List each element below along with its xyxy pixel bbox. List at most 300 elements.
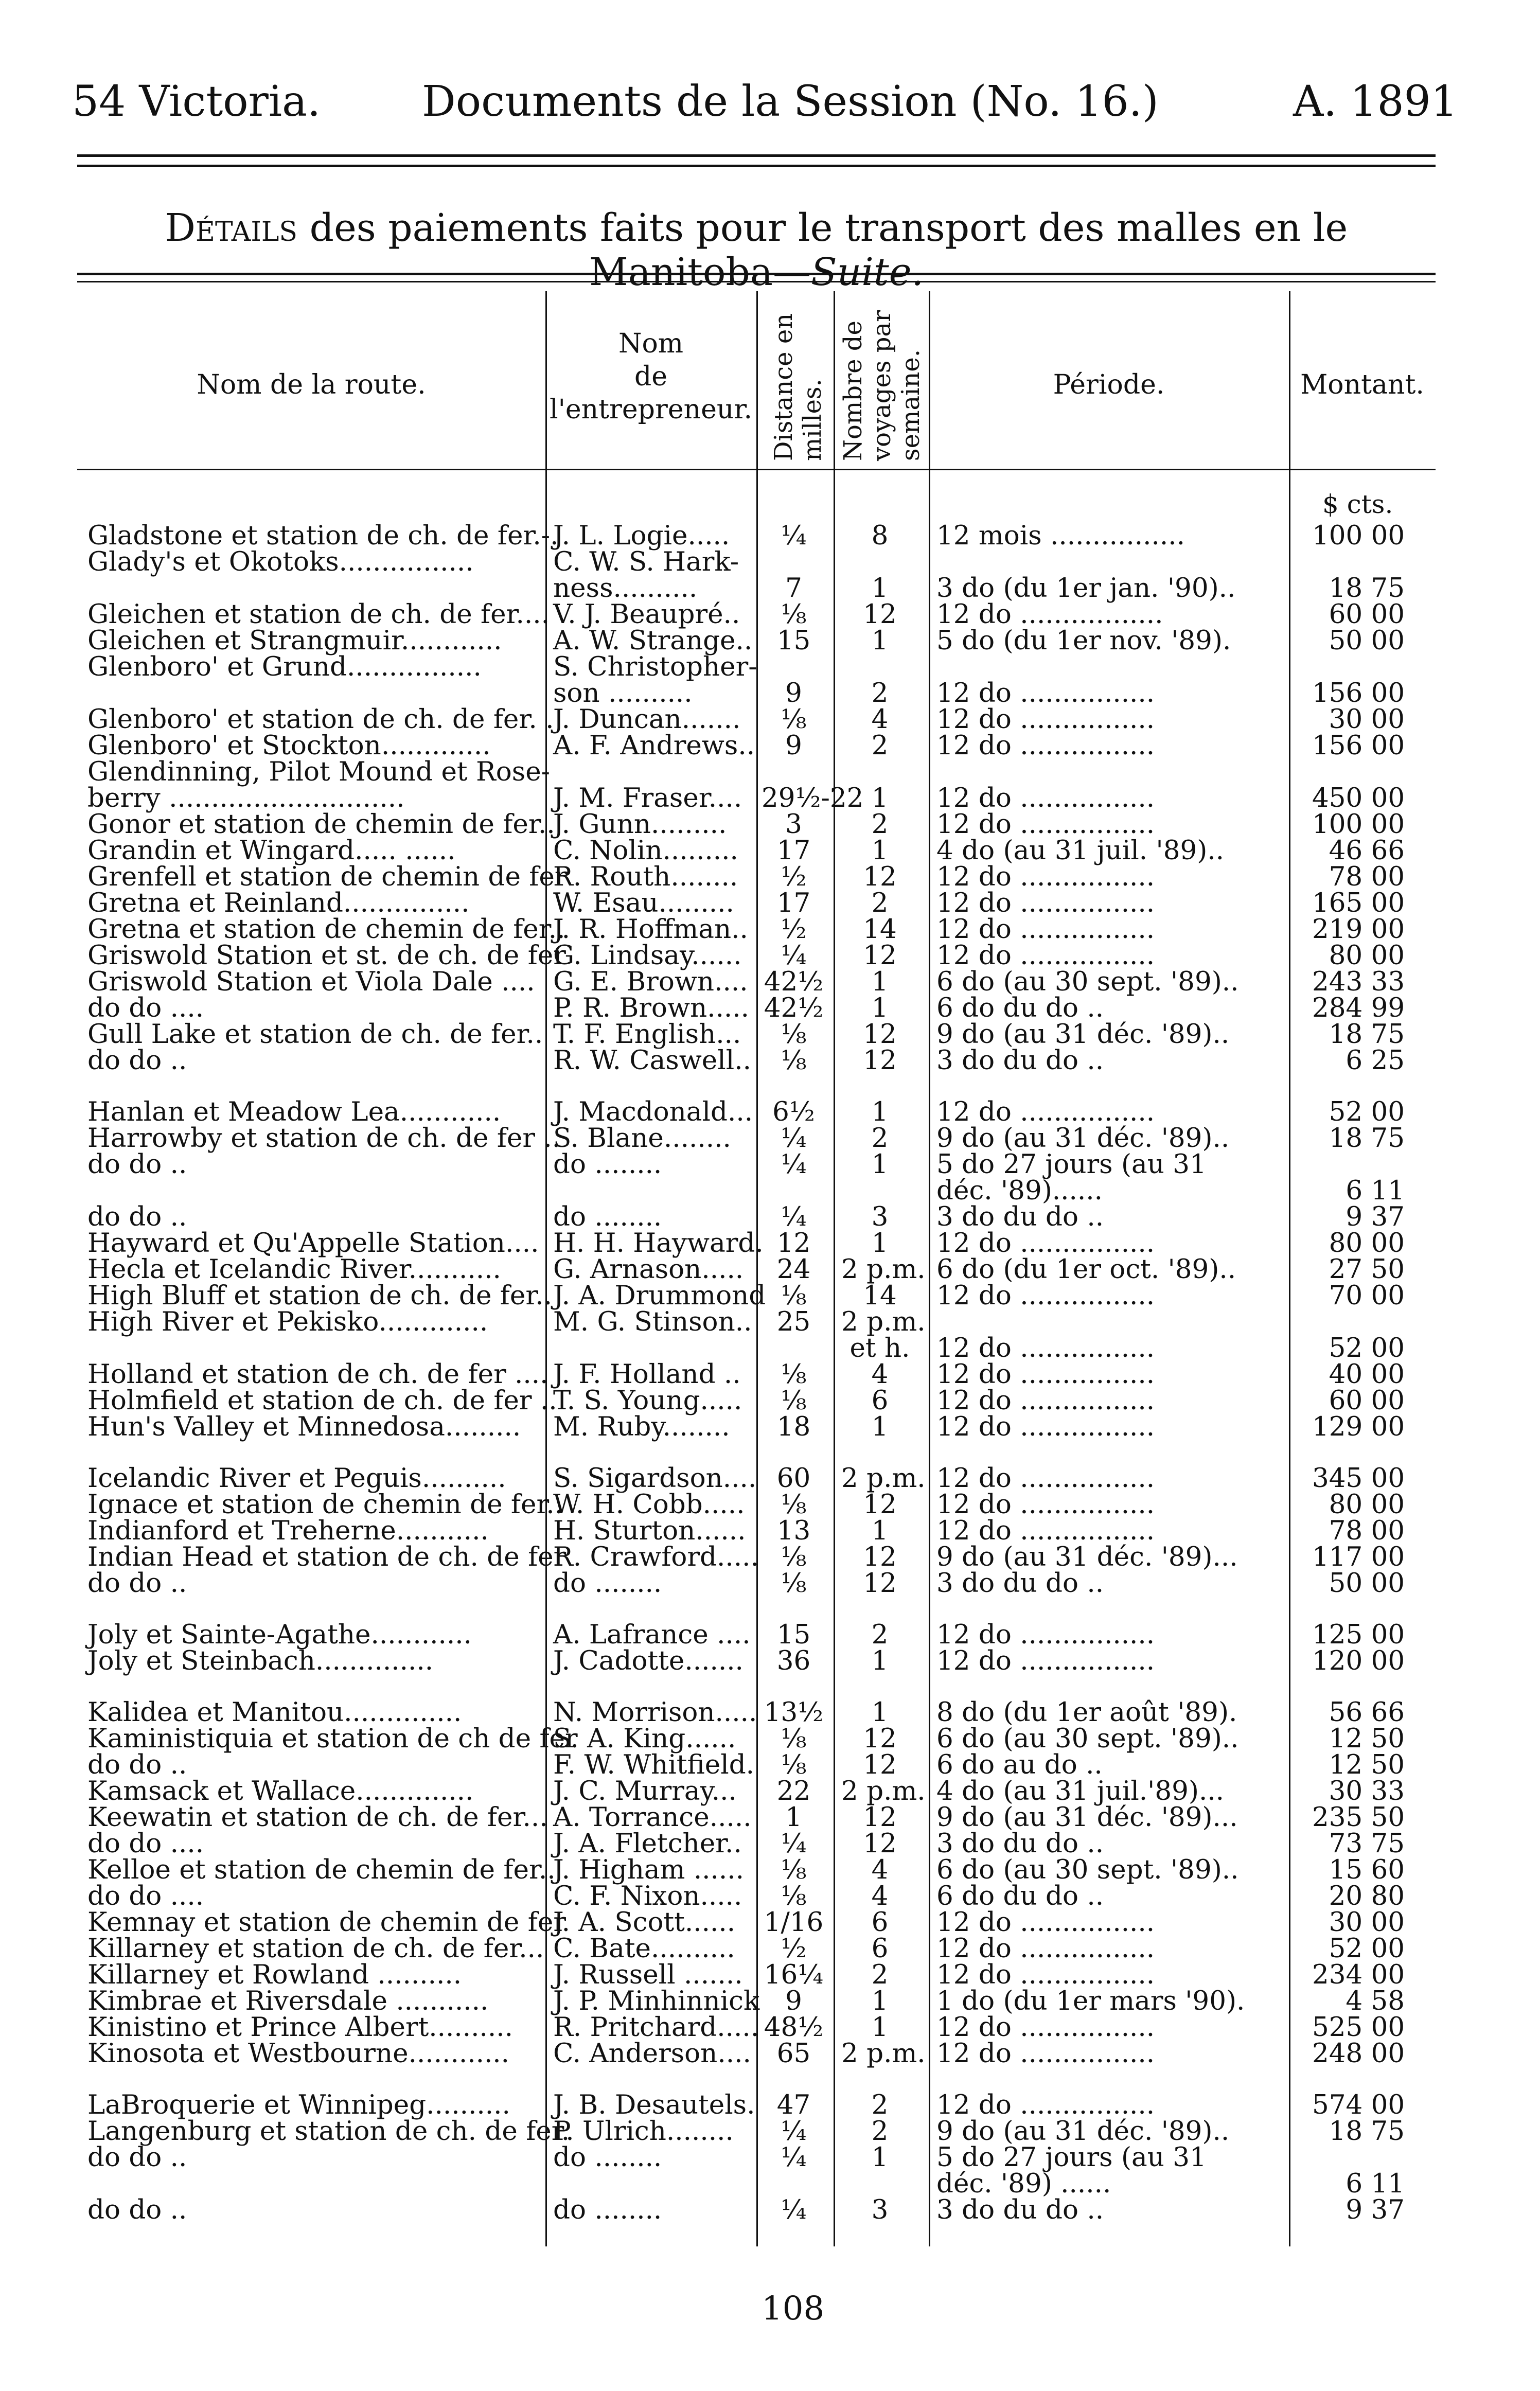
cell-entrepreneur: do ........ [553, 1568, 662, 1599]
cell-montant: 78 00 [1329, 861, 1405, 892]
cell-entrepreneur: do ........ [553, 1149, 662, 1180]
table-row [77, 1465, 1436, 1492]
cell-voyages: 2 p.m. [841, 1776, 926, 1806]
cell-voyages: 12 [863, 1045, 897, 1076]
cell-voyages: 12 [863, 1568, 897, 1599]
cell-distance: ¼ [781, 940, 807, 971]
cell-voyages: 2 p.m. [841, 2038, 926, 2069]
cell-periode: 12 do ................ [936, 1280, 1155, 1311]
cell-entrepreneur: J. B. Desautels. [553, 2089, 755, 2120]
cell-distance: 42½ [764, 966, 824, 997]
cell-voyages: 12 [863, 1019, 897, 1050]
table-row [77, 756, 1436, 787]
cell-periode: déc. '89) ...... [936, 2168, 1111, 2199]
unit-label: $ cts. [1322, 489, 1393, 519]
cell-distance: 25 [776, 1306, 811, 1337]
cell-route-name: Gleichen et Strangmuir............ [87, 625, 502, 656]
cell-periode: 12 do ................ [936, 1645, 1155, 1676]
cell-entrepreneur: A. W. Strange.. [553, 625, 753, 656]
cell-montant: 52 00 [1329, 1333, 1405, 1363]
cell-distance: 17 [776, 888, 811, 918]
cell-montant: 52 00 [1329, 1096, 1405, 1127]
cell-route-name: Kaministiquia et station de ch de fer [87, 1723, 578, 1754]
cell-montant: 30 33 [1329, 1776, 1405, 1806]
table-row [77, 1804, 1436, 1831]
cell-entrepreneur: J. Macdonald... [553, 1096, 753, 1127]
table-row [77, 730, 1436, 761]
cell-distance: 36 [776, 1645, 811, 1676]
cell-voyages: 4 [871, 1881, 889, 1911]
table-row [77, 1959, 1436, 1990]
cell-distance: 15 [776, 1619, 811, 1650]
cell-route-name: Grenfell et station de chemin de fer [87, 861, 568, 892]
cell-route-name: Indian Head et station de ch. de fer [87, 1542, 567, 1572]
cell-route-name: Grandin et Wingard..... ...... [87, 835, 456, 866]
cell-route-name: Gladstone et station de ch. de fer.-. [87, 520, 559, 551]
cell-route-name: Griswold Station et Viola Dale .... [87, 966, 535, 997]
col-head-periode: Période. [1053, 369, 1165, 400]
table-row [77, 2118, 1436, 2145]
cell-entrepreneur: M. G. Stinson.. [553, 1306, 752, 1337]
cell-distance: 15 [776, 625, 811, 656]
cell-voyages: 1 [871, 1411, 889, 1442]
cell-distance: ¼ [781, 1123, 807, 1154]
table-row [77, 1515, 1436, 1546]
table-row [77, 1645, 1436, 1699]
cell-route-name: do do .. [87, 2194, 187, 2225]
table-row [77, 995, 1436, 1021]
cell-entrepreneur: do ........ [553, 2194, 662, 2225]
table-row [77, 1045, 1436, 1099]
table-row [77, 811, 1436, 838]
cell-distance: 22 [776, 1776, 811, 1806]
cell-voyages: 14 [863, 914, 897, 945]
cell-voyages: 1 [871, 625, 889, 656]
table-row [77, 1021, 1436, 1048]
cell-route-name: Hecla et Icelandic River........... [87, 1254, 501, 1285]
cell-montant: 18 75 [1329, 1019, 1405, 1050]
cell-voyages: 2 [871, 2116, 889, 2147]
header-rule-bottom [77, 165, 1436, 167]
table-row [77, 890, 1436, 916]
cell-periode: 9 do (au 31 déc. '89)... [936, 1542, 1238, 1572]
cell-voyages: 2 [871, 888, 889, 918]
col-head-voyages-line2: voyages par [868, 310, 896, 461]
cell-montant: 125 00 [1312, 1619, 1405, 1650]
cell-distance: 9 [785, 730, 802, 761]
cell-montant: 70 00 [1329, 1280, 1405, 1311]
cell-route-name: do do .. [87, 1568, 187, 1599]
cell-route-name: Kimbrae et Riversdale ........... [87, 1986, 489, 2016]
cell-periode: 12 do ................ [936, 1411, 1155, 1442]
cell-route-name: Holmfield et station de ch. de fer .. [87, 1385, 557, 1416]
cell-voyages: 1 [871, 1986, 889, 2016]
cell-montant: 235 50 [1312, 1802, 1405, 1833]
cell-montant: 50 00 [1329, 1568, 1405, 1599]
cell-periode: 12 do ................ [936, 678, 1155, 709]
cell-entrepreneur: A. Lafrance .... [553, 1619, 751, 1650]
cell-periode: 12 do ................ [936, 940, 1155, 971]
cell-entrepreneur: J. F. Holland .. [553, 1359, 741, 1390]
table-row [77, 678, 1436, 709]
cell-voyages: 2 p.m. [841, 1306, 926, 1337]
table-row [77, 625, 1436, 656]
cell-entrepreneur: C. Anderson.... [553, 2038, 751, 2069]
cell-montant: 100 00 [1312, 520, 1405, 551]
table-row [77, 2014, 1436, 2041]
cell-montant: 117 00 [1312, 1542, 1405, 1572]
cell-entrepreneur: J. A. Drummond [553, 1280, 766, 1311]
cell-distance: ⅛ [781, 1280, 807, 1311]
cell-entrepreneur: C. F. Nixon..... [553, 1881, 742, 1911]
cell-voyages: 14 [863, 1280, 897, 1311]
cell-montant: 574 00 [1312, 2089, 1405, 2120]
cell-route-name: Gull Lake et station de ch. de fer.. [87, 1019, 543, 1050]
cell-voyages: 2 p.m. [841, 1463, 926, 1494]
cell-route-name: Glenboro' et Stockton............. [87, 730, 491, 761]
cell-route-name: do do .... [87, 1881, 204, 1911]
cell-entrepreneur: P. Ulrich........ [553, 2116, 734, 2147]
cell-voyages: 12 [863, 1542, 897, 1572]
cell-voyages: 12 [863, 1828, 897, 1859]
table-row [77, 1749, 1436, 1780]
col-head-voyages [839, 310, 925, 461]
title-suite: Suite. [810, 250, 924, 294]
cell-voyages: 8 [871, 520, 889, 551]
cell-periode: 9 do (au 31 déc. '89).. [936, 2116, 1230, 2147]
cell-distance: 7 [785, 573, 802, 604]
cell-voyages: 1 [871, 966, 889, 997]
table-row [77, 966, 1436, 997]
cell-entrepreneur: S. A. King...... [553, 1723, 736, 1754]
cell-route-name: do do .. [87, 1749, 187, 1780]
cell-periode: 12 do ................ [936, 2089, 1155, 2120]
cell-distance: ⅛ [781, 1881, 807, 1911]
cell-distance: ⅛ [781, 1359, 807, 1390]
cell-entrepreneur: R. Crawford..... [553, 1542, 759, 1572]
cell-montant: 80 00 [1329, 1489, 1405, 1520]
cell-periode: 3 do du do .. [936, 1828, 1104, 1859]
table-row [77, 785, 1436, 811]
table-row [77, 1096, 1436, 1127]
cell-periode: 3 do (du 1er jan. '90).. [936, 573, 1236, 604]
cell-distance: 16¼ [764, 1959, 824, 1990]
cell-distance: ¼ [781, 1201, 807, 1232]
cell-entrepreneur: P. R. Brown..... [553, 993, 750, 1023]
cell-voyages: 1 [871, 2012, 889, 2043]
cell-distance: ¼ [781, 2142, 807, 2173]
cell-montant: 20 80 [1329, 1881, 1405, 1911]
cell-route-name: Killarney et Rowland .......... [87, 1959, 462, 1990]
cell-distance: 48½ [764, 2012, 824, 2043]
cell-entrepreneur: R. W. Caswell.. [553, 1045, 751, 1076]
cell-periode: 12 do ................ [936, 861, 1155, 892]
cell-periode: 6 do (au 30 sept. '89).. [936, 966, 1239, 997]
cell-entrepreneur: J. Cadotte....... [553, 1645, 744, 1676]
cell-voyages: 12 [863, 1749, 897, 1780]
cell-entrepreneur: J. A. Fletcher.. [553, 1828, 742, 1859]
cell-periode: 12 do ................ [936, 1228, 1155, 1259]
cell-route-name: Indianford et Treherne........... [87, 1515, 489, 1546]
cell-periode: 9 do (au 31 déc. '89)... [936, 1802, 1238, 1833]
cell-periode: 4 do (au 31 juil. '89).. [936, 835, 1225, 866]
cell-route-name: Holland et station de ch. de fer .... [87, 1359, 548, 1390]
table-row [77, 1335, 1436, 1361]
cell-periode: 12 do ................ [936, 1385, 1155, 1416]
cell-route-name: Keewatin et station de ch. de fer... [87, 1802, 548, 1833]
cell-route-name: Gretna et station de chemin de fer.. [87, 914, 565, 945]
cell-entrepreneur: J. P. Minhinnick [553, 1986, 760, 2016]
cell-distance: ¼ [781, 1149, 807, 1180]
cell-distance: ⅛ [781, 599, 807, 630]
cell-distance: ⅛ [781, 1568, 807, 1599]
cell-montant: 450 00 [1312, 783, 1405, 813]
header-left: 54 Victoria. [72, 77, 321, 126]
cell-entrepreneur: son .......... [553, 678, 693, 709]
title-rest: des paiements faits pour le transport des malles en le Manitoba— [297, 206, 1348, 294]
cell-montant: 78 00 [1329, 1515, 1405, 1546]
cell-route-name: Langenburg et station de ch. de fer. [87, 2116, 570, 2147]
cell-voyages: 1 [871, 993, 889, 1023]
table-row [77, 706, 1436, 733]
table-row [77, 1149, 1436, 1180]
cell-periode: 6 do au do .. [936, 1749, 1103, 1780]
table-row [77, 835, 1436, 866]
cell-voyages: et h. [849, 1333, 910, 1363]
table-row [77, 1909, 1436, 1936]
cell-entrepreneur: W. Esau......... [553, 888, 734, 918]
cell-entrepreneur: C. W. S. Hark- [553, 546, 739, 577]
cell-distance: 6½ [772, 1096, 815, 1127]
col-head-distance [769, 313, 827, 461]
cell-periode: 12 do ................ [936, 2012, 1155, 2043]
col-head-distance-line2: milles. [798, 379, 827, 461]
table-row [77, 940, 1436, 971]
cell-periode: 12 do ................ [936, 1959, 1155, 1990]
table-row [77, 1201, 1436, 1232]
cell-entrepreneur: G. Lindsay...... [553, 940, 742, 971]
cell-montant: 156 00 [1312, 678, 1405, 709]
col-head-distance-line1: Distance en [769, 313, 798, 461]
header-bottom-rule [77, 469, 1436, 470]
cell-entrepreneur: T. S. Young..... [553, 1385, 742, 1416]
cell-periode: 12 do ................. [936, 599, 1163, 630]
cell-periode: 12 do ................ [936, 2038, 1155, 2069]
cell-route-name: Glenboro' et station de ch. de fer. . [87, 704, 554, 735]
table-row [77, 651, 1436, 682]
cell-distance: 1 [785, 1802, 802, 1833]
cell-voyages: 6 [871, 1933, 889, 1964]
cell-montant: 18 75 [1329, 2116, 1405, 2147]
cell-entrepreneur: N. Morrison..... [553, 1697, 757, 1728]
cell-route-name: High Bluff et station de ch. de fer.. [87, 1280, 553, 1311]
cell-distance: ¼ [781, 520, 807, 551]
cell-voyages: 2 p.m. [841, 1254, 926, 1285]
cell-voyages: 2 [871, 1123, 889, 1154]
cell-route-name: do do .. [87, 1201, 187, 1232]
table-row [77, 1544, 1436, 1570]
table-rule-top [77, 273, 1436, 275]
cell-distance: 9 [785, 1986, 802, 2016]
cell-route-name: Glenboro' et Grund................ [87, 651, 482, 682]
cell-periode: 9 do (au 31 déc. '89).. [936, 1019, 1230, 1050]
cell-entrepreneur: ness.......... [553, 573, 698, 604]
cell-route-name: do do .. [87, 1045, 187, 1076]
cell-periode: 3 do du do .. [936, 2194, 1104, 2225]
cell-montant: 9 37 [1346, 2194, 1405, 2225]
cell-voyages: 2 [871, 809, 889, 840]
cell-periode: 12 do ................ [936, 914, 1155, 945]
cell-route-name: do do .... [87, 993, 204, 1023]
table-row [77, 2168, 1436, 2199]
cell-voyages: 1 [871, 835, 889, 866]
cell-distance: ½ [781, 1933, 807, 1964]
cell-periode: 6 do (du 1er oct. '89).. [936, 1254, 1236, 1285]
cell-distance: 24 [776, 1254, 811, 1285]
cell-route-name: Hayward et Qu'Appelle Station.... [87, 1228, 539, 1259]
page-number: 108 [762, 2290, 825, 2328]
cell-entrepreneur: J. A. Scott...... [553, 1907, 736, 1938]
cell-periode: déc. '89)...... [936, 1175, 1103, 1206]
cell-route-name: Kinistino et Prince Albert.......... [87, 2012, 513, 2043]
table-rule-top-thin [77, 281, 1436, 282]
cell-route-name: LaBroquerie et Winnipeg.......... [87, 2089, 510, 2120]
cell-route-name: Joly et Sainte-Agathe............ [87, 1619, 472, 1650]
cell-montant: 525 00 [1312, 2012, 1405, 2043]
table-row [77, 601, 1436, 628]
cell-periode: 5 do (du 1er nov. '89). [936, 625, 1231, 656]
table-row [77, 1489, 1436, 1520]
cell-entrepreneur: G. E. Brown.... [553, 966, 748, 997]
table-row [77, 1933, 1436, 1964]
col-head-route: Nom de la route. [197, 369, 426, 400]
cell-entrepreneur: do ........ [553, 2142, 662, 2173]
cell-distance: 1/16 [764, 1907, 824, 1938]
table-body [77, 520, 1436, 2225]
cell-distance: 29½-22 [762, 783, 864, 813]
cell-entrepreneur: T. F. English... [553, 1019, 741, 1050]
cell-periode: 12 do ................ [936, 1359, 1155, 1390]
cell-montant: 80 00 [1329, 1228, 1405, 1259]
header-rule-top [77, 154, 1436, 157]
cell-periode: 12 mois ................ [936, 520, 1185, 551]
cell-montant: 345 00 [1312, 1463, 1405, 1494]
cell-periode: 12 do ................ [936, 1489, 1155, 1520]
cell-distance: 13 [776, 1515, 811, 1546]
cell-montant: 50 00 [1329, 625, 1405, 656]
cell-distance: ½ [781, 914, 807, 945]
cell-periode: 12 do ................ [936, 809, 1155, 840]
cell-voyages: 3 [871, 1201, 889, 1232]
cell-route-name: Joly et Steinbach.............. [87, 1645, 434, 1676]
cell-voyages: 12 [863, 940, 897, 971]
cell-voyages: 2 [871, 730, 889, 761]
cell-periode: 5 do 27 jours (au 31 [936, 1149, 1207, 1180]
cell-entrepreneur: J. L. Logie..... [553, 520, 730, 551]
cell-entrepreneur: A. F. Andrews.. [553, 730, 755, 761]
cell-distance: 47 [776, 2089, 811, 2120]
cell-voyages: 2 [871, 1619, 889, 1650]
cell-route-name: do do .. [87, 2142, 187, 2173]
table-row [77, 2194, 1436, 2225]
table-row [77, 1570, 1436, 1622]
cell-entrepreneur: J. Higham ...... [553, 1854, 745, 1885]
cell-periode: 3 do du do .. [936, 1201, 1104, 1232]
col-head-voyages-line1: Nombre de [839, 321, 868, 461]
cell-voyages: 3 [871, 2194, 889, 2225]
cell-distance: ¼ [781, 2194, 807, 2225]
cell-route-name: Gonor et station de chemin de fer.. [87, 809, 555, 840]
cell-periode: 3 do du do .. [936, 1568, 1104, 1599]
cell-periode: 1 do (du 1er mars '90). [936, 1986, 1245, 2016]
cell-route-name: Glady's et Okotoks................ [87, 546, 474, 577]
cell-route-name: do do .... [87, 1828, 204, 1859]
cell-route-name: Kinosota et Westbourne............ [87, 2038, 510, 2069]
cell-voyages: 1 [871, 1228, 889, 1259]
cell-montant: 6 25 [1346, 1045, 1405, 1076]
cell-montant: 284 99 [1312, 993, 1405, 1023]
cell-voyages: 4 [871, 1359, 889, 1390]
cell-entrepreneur: W. H. Cobb..... [553, 1489, 745, 1520]
cell-voyages: 2 [871, 1959, 889, 1990]
cell-periode: 12 do ................ [936, 1619, 1155, 1650]
table-row [77, 1619, 1436, 1650]
cell-entrepreneur: V. J. Beaupré.. [553, 599, 740, 630]
cell-voyages: 1 [871, 1515, 889, 1546]
col-head-montant: Montant. [1300, 369, 1424, 400]
cell-route-name: Gretna et Reinland............... [87, 888, 470, 918]
cell-route-name: Kamsack et Wallace.............. [87, 1776, 474, 1806]
cell-distance: 9 [785, 678, 802, 709]
cell-periode: 4 do (au 31 juil.'89)... [936, 1776, 1225, 1806]
cell-distance: ⅛ [781, 1489, 807, 1520]
table-row [77, 916, 1436, 943]
cell-distance: ⅛ [781, 1542, 807, 1572]
cell-montant: 234 00 [1312, 1959, 1405, 1990]
table-row [77, 1385, 1436, 1416]
cell-montant: 9 37 [1346, 1201, 1405, 1232]
cell-route-name: Kalidea et Manitou.............. [87, 1697, 462, 1728]
cell-route-name: Kelloe et station de chemin de fer.. [87, 1854, 556, 1885]
cell-voyages: 1 [871, 1096, 889, 1127]
cell-voyages: 12 [863, 1489, 897, 1520]
cell-periode: 12 do ................ [936, 888, 1155, 918]
cell-entrepreneur: do ........ [553, 1201, 662, 1232]
cell-distance: ⅛ [781, 1749, 807, 1780]
table-row [77, 1988, 1436, 2014]
cell-distance: ⅛ [781, 1854, 807, 1885]
cell-montant: 100 00 [1312, 809, 1405, 840]
cell-distance: 12 [776, 1228, 811, 1259]
cell-montant: 6 11 [1346, 1175, 1405, 1206]
cell-distance: 3 [785, 809, 802, 840]
cell-montant: 6 11 [1346, 2168, 1405, 2199]
cell-montant: 12 50 [1329, 1723, 1405, 1754]
cell-montant: 243 33 [1312, 966, 1405, 997]
cell-route-name: do do .. [87, 1149, 187, 1180]
cell-voyages: 1 [871, 1697, 889, 1728]
cell-voyages: 12 [863, 861, 897, 892]
cell-entrepreneur: A. Torrance..... [553, 1802, 752, 1833]
cell-periode: 12 do ................ [936, 1907, 1155, 1938]
cell-entrepreneur: M. Ruby........ [553, 1411, 730, 1442]
table-row [77, 1699, 1436, 1726]
cell-montant: 56 66 [1329, 1697, 1405, 1728]
cell-montant: 219 00 [1312, 914, 1405, 945]
cell-montant: 27 50 [1329, 1254, 1405, 1285]
table-row [77, 1175, 1436, 1206]
cell-voyages: 2 [871, 2089, 889, 2120]
